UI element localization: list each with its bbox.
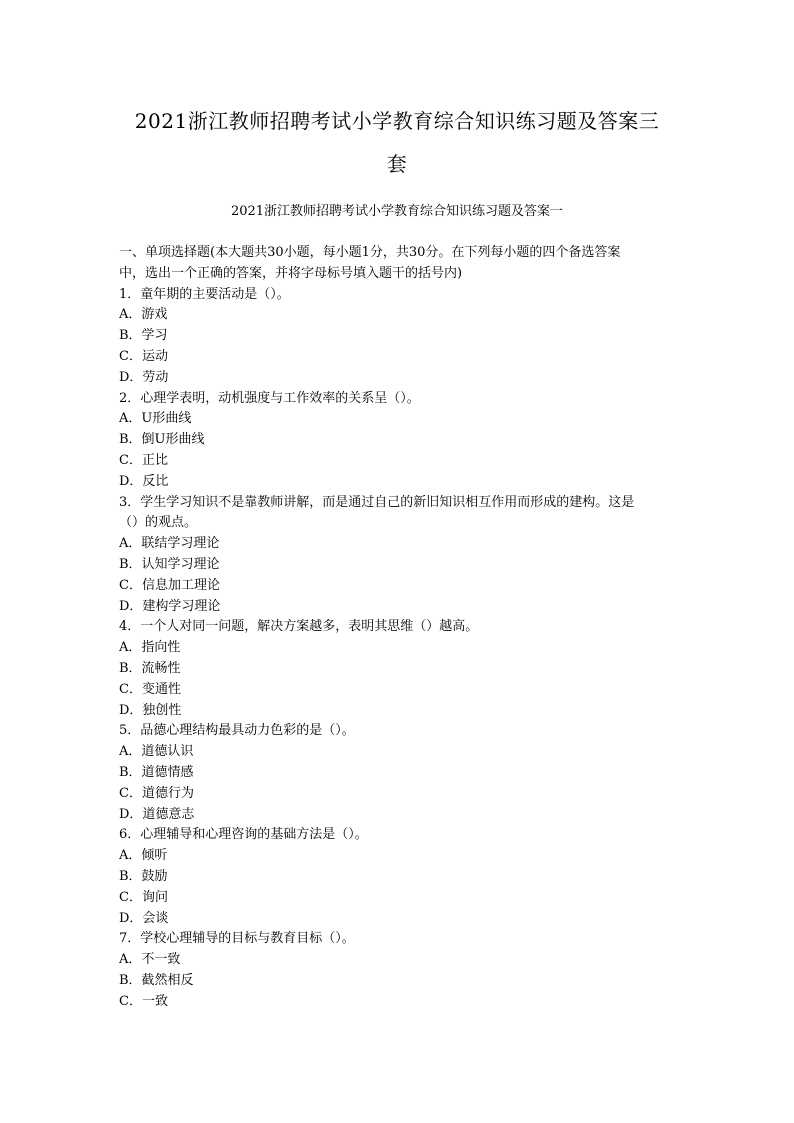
- question-text: 6．心理辅导和心理咨询的基础方法是（）。: [119, 827, 368, 843]
- question-text: 3．学生学习知识不是靠教师讲解，而是通过自己的新旧知识相互作用而形成的建构。这是: [119, 494, 635, 510]
- section-intro-line-2: 中，选出一个正确的答案，并将字母标号填入题干的括号内): [119, 265, 463, 281]
- answer-option: B．倒U形曲线: [119, 432, 205, 448]
- answer-option: C．信息加工理论: [119, 577, 220, 593]
- document-title-line-1: 2021浙江教师招聘考试小学教育综合知识练习题及答案三: [134, 109, 660, 133]
- answer-option: A．倾听: [119, 848, 168, 864]
- answer-option: D．建构学习理论: [119, 598, 221, 614]
- answer-option: C．变通性: [119, 681, 181, 697]
- answer-option: A．U形曲线: [119, 411, 192, 427]
- answer-option: A．指向性: [119, 640, 181, 656]
- answer-option: C．询问: [119, 889, 168, 905]
- answer-option: C．一致: [119, 993, 168, 1009]
- answer-option: B．截然相反: [119, 972, 194, 988]
- question-text: 2．心理学表明，动机强度与工作效率的关系呈（）。: [119, 390, 420, 406]
- answer-option: C．运动: [119, 348, 168, 364]
- answer-option: C．正比: [119, 452, 168, 468]
- answer-option: B．道德情感: [119, 764, 194, 780]
- answer-option: A．道德认识: [119, 744, 194, 760]
- document-body: [119, 243, 679, 1012]
- question-text: 5．品德心理结构最具动力色彩的是（）。: [119, 723, 355, 739]
- section-intro-line-1: 一、单项选择题(本大题共30小题，每小题1分，共30分。在下列每小题的四个备选答案: [119, 245, 621, 260]
- answer-option: D．会谈: [119, 910, 169, 926]
- answer-option: B．学习: [119, 328, 168, 344]
- answer-option: B．流畅性: [119, 660, 181, 676]
- question-text: 7．学校心理辅导的目标与教育目标（）。: [119, 931, 355, 947]
- answer-option: B．鼓励: [119, 868, 168, 884]
- answer-option: D．道德意志: [119, 806, 195, 822]
- answer-option: D．劳动: [119, 369, 169, 385]
- question-list: [119, 285, 679, 1013]
- document-title: [100, 100, 694, 186]
- section-subtitle: 2021浙江教师招聘考试小学教育综合知识练习题及答案一: [230, 204, 564, 219]
- answer-option: D．独创性: [119, 702, 182, 718]
- answer-option: A．不一致: [119, 952, 181, 968]
- question-text: （）的观点。: [119, 515, 198, 531]
- answer-option: A．游戏: [119, 307, 168, 323]
- answer-option: B．认知学习理论: [119, 556, 220, 572]
- question-text: 4．一个人对同一问题，解决方案越多，表明其思维（）越高。: [119, 619, 479, 635]
- answer-option: C．道德行为: [119, 785, 194, 801]
- answer-option: A．联结学习理论: [119, 536, 220, 552]
- answer-option: D．反比: [119, 473, 169, 489]
- document-title-line-2: 套: [386, 152, 408, 176]
- question-text: 1．童年期的主要活动是（）。: [119, 286, 290, 302]
